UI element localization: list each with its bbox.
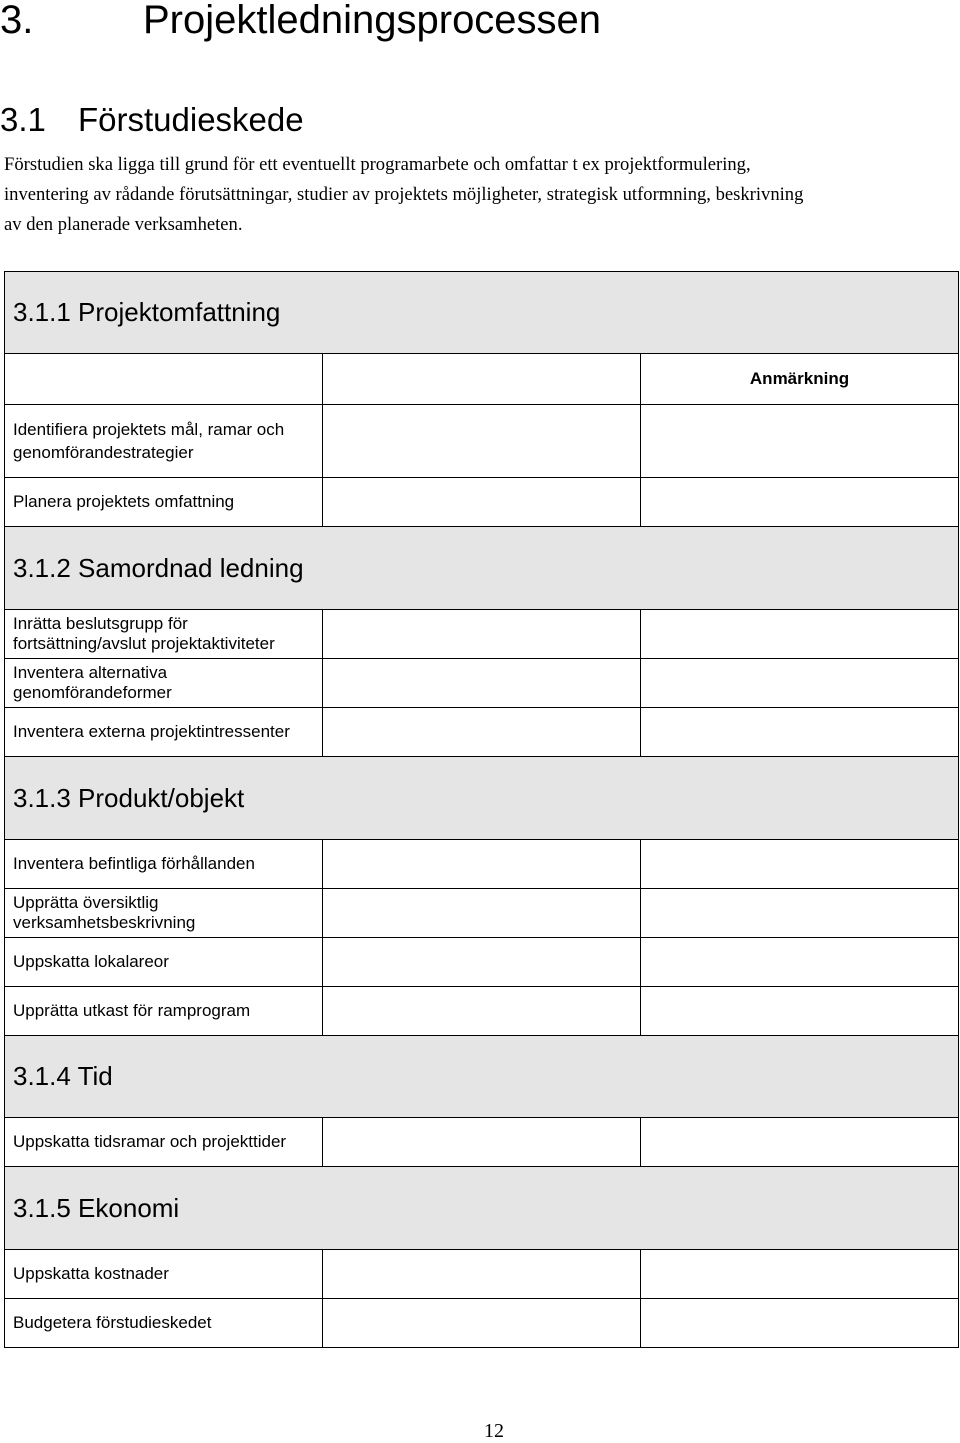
section-row — [5, 527, 959, 610]
intro-paragraph — [4, 150, 960, 240]
check-cell[interactable] — [323, 987, 641, 1036]
table-row — [5, 1118, 959, 1167]
section-title-cell: 3.1.4 Tid — [5, 1036, 959, 1118]
section-row — [5, 1036, 959, 1118]
remark-cell[interactable] — [641, 889, 959, 938]
section-number: 3.1 — [0, 101, 46, 138]
task-cell: Inventera befintliga förhållanden — [5, 840, 323, 889]
remark-cell[interactable] — [641, 405, 959, 478]
section-row — [5, 757, 959, 840]
header-row — [5, 354, 959, 405]
task-cell: Uppskatta kostnader — [5, 1250, 323, 1299]
remark-column-header: Anmärkning — [641, 354, 959, 405]
task-cell: Inventera alternativa genomförandeformer — [5, 659, 323, 708]
section-heading — [0, 98, 304, 142]
remark-cell[interactable] — [641, 840, 959, 889]
section-title: Förstudieskede — [78, 101, 304, 138]
task-cell: Budgetera förstudieskedet — [5, 1299, 323, 1348]
task-cell: Planera projektets omfattning — [5, 478, 323, 527]
table-row — [5, 889, 959, 938]
check-cell[interactable] — [323, 1250, 641, 1299]
task-cell: Inventera externa projektintressenter — [5, 708, 323, 757]
remark-cell[interactable] — [641, 1118, 959, 1167]
table-row — [5, 1250, 959, 1299]
remark-cell[interactable] — [641, 987, 959, 1036]
check-cell[interactable] — [323, 889, 641, 938]
chapter-title: Projektledningsprocessen — [143, 0, 602, 42]
remark-cell[interactable] — [641, 1299, 959, 1348]
remark-cell[interactable] — [641, 610, 959, 659]
table-row — [5, 610, 959, 659]
table-row — [5, 938, 959, 987]
chapter-heading — [0, 0, 601, 48]
check-cell[interactable] — [323, 938, 641, 987]
task-cell: Identifiera projektets mål, ramar och genomförandestrategier — [5, 405, 323, 478]
section-title-cell: 3.1.3 Produkt/objekt — [5, 757, 959, 840]
section-title-cell: 3.1.2 Samordnad ledning — [5, 527, 959, 610]
task-cell: Uppskatta lokalareor — [5, 938, 323, 987]
remark-cell[interactable] — [641, 478, 959, 527]
table-row — [5, 987, 959, 1036]
page-number: 12 — [484, 1420, 504, 1442]
check-cell[interactable] — [323, 405, 641, 478]
table-row — [5, 1299, 959, 1348]
check-cell[interactable] — [323, 708, 641, 757]
intro-line: av den planerade verksamheten. — [4, 214, 243, 235]
checklist-table — [4, 271, 959, 1348]
remark-cell[interactable] — [641, 659, 959, 708]
check-cell[interactable] — [323, 1118, 641, 1167]
table-row — [5, 659, 959, 708]
task-cell: Upprätta utkast för ramprogram — [5, 987, 323, 1036]
header-blank-cell — [323, 354, 641, 405]
task-cell: Uppskatta tidsramar och projekttider — [5, 1118, 323, 1167]
remark-cell[interactable] — [641, 938, 959, 987]
section-title-cell: 3.1.5 Ekonomi — [5, 1167, 959, 1250]
check-cell[interactable] — [323, 659, 641, 708]
section-row — [5, 1167, 959, 1250]
intro-line: Förstudien ska ligga till grund för ett eventuellt programarbete och omfattar t ex projektformulering, — [4, 154, 751, 175]
check-cell[interactable] — [323, 840, 641, 889]
check-cell[interactable] — [323, 610, 641, 659]
check-cell[interactable] — [323, 478, 641, 527]
remark-cell[interactable] — [641, 1250, 959, 1299]
chapter-number: 3. — [0, 0, 34, 42]
intro-line: inventering av rådande förutsättningar, studier av projektets möjligheter, strategisk utformning, beskrivning — [4, 184, 804, 205]
check-cell[interactable] — [323, 1299, 641, 1348]
section-title-cell: 3.1.1 Projektomfattning — [5, 272, 959, 354]
task-cell: Inrätta beslutsgrupp för fortsättning/avslut projektaktiviteter — [5, 610, 323, 659]
table-row — [5, 405, 959, 478]
table-row — [5, 478, 959, 527]
header-blank-cell — [5, 354, 323, 405]
section-row — [5, 272, 959, 354]
remark-cell[interactable] — [641, 708, 959, 757]
table-row — [5, 708, 959, 757]
task-cell: Upprätta översiktlig verksamhetsbeskrivning — [5, 889, 323, 938]
table-row — [5, 840, 959, 889]
